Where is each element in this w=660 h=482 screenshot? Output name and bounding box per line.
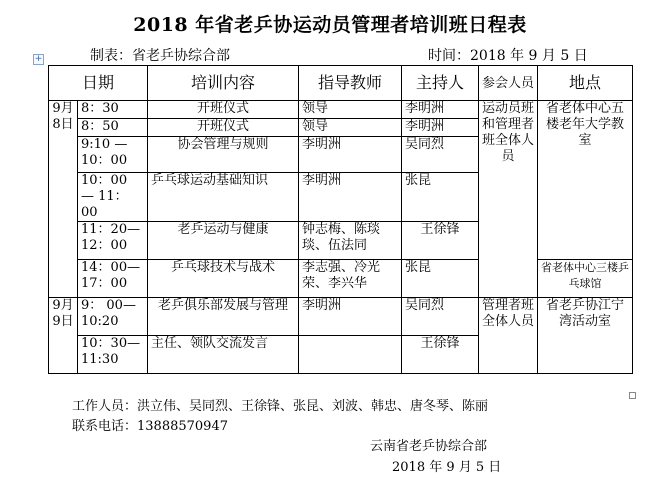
document-title: 2018 年省老乒协运动员管理者培训班日程表 — [133, 14, 527, 36]
teacher-cell: 领导 — [299, 119, 402, 137]
teacher-cell: 李明洲 — [299, 298, 402, 336]
content-cell: 乒乓球运动基础知识 — [148, 173, 299, 222]
teacher-cell: 李志强、冷光荣、李兴华 — [299, 260, 402, 298]
content-cell: 开班仪式 — [148, 101, 299, 119]
host-cell: 王徐锋 — [402, 222, 479, 260]
header-date: 日期 — [49, 66, 148, 101]
host-cell: 王徐锋 — [402, 336, 479, 374]
phone-line: 联系电话：13888570947 — [72, 419, 228, 434]
location-cell: 省老乒协江宁湾活动室 — [538, 298, 633, 374]
header-content: 培训内容 — [148, 66, 299, 101]
time-cell: 11：20— 12：00 — [78, 222, 148, 260]
teacher-cell: 李明洲 — [299, 173, 402, 222]
content-cell: 老乒俱乐部发展与管理 — [148, 298, 299, 336]
time-cell: 8：50 — [78, 119, 148, 137]
date-cell: 9月8日 — [49, 101, 78, 298]
date-cell: 9月9日 — [49, 298, 78, 374]
teacher-cell: 李明洲 — [299, 137, 402, 173]
header-location: 地点 — [538, 66, 633, 101]
header-row — [49, 66, 633, 101]
table-row — [49, 101, 633, 119]
content-cell: 开班仪式 — [148, 119, 299, 137]
content-cell: 老乒运动与健康 — [148, 222, 299, 260]
content-cell: 乒乓球技术与战术 — [148, 260, 299, 298]
table-resize-handle-icon[interactable] — [629, 392, 636, 399]
host-cell: 李明洲 — [402, 119, 479, 137]
header-teacher: 指导教师 — [299, 66, 402, 101]
content-cell: 协会管理与规则 — [148, 137, 299, 173]
location-cell: 省老体中心五楼老年大学教室 — [538, 101, 633, 260]
teacher-cell: 领导 — [299, 101, 402, 119]
time-cell: 9:10 — 10：00 — [78, 137, 148, 173]
host-cell: 李明洲 — [402, 101, 479, 119]
org-signature: 云南省老乒协综合部 — [370, 439, 488, 454]
time-cell: 9： 00— 10:20 — [78, 298, 148, 336]
schedule-table — [48, 65, 633, 374]
time-cell: 10：30— 11:30 — [78, 336, 148, 374]
signature-date: 2018 年 9 月 5 日 — [392, 460, 502, 475]
host-cell: 张昆 — [402, 173, 479, 222]
teacher-cell — [299, 336, 402, 374]
content-cell: 主任、领队交流发言 — [148, 336, 299, 374]
time-cell: 10：00 — 11：00 — [78, 173, 148, 222]
table-row — [49, 298, 633, 336]
teacher-cell: 钟志梅、陈琰琰、伍法同 — [299, 222, 402, 260]
time-cell: 14：00— 17：00 — [78, 260, 148, 298]
host-cell: 吴同烈 — [402, 298, 479, 336]
participants-cell: 运动员班和管理者班全体人员 — [479, 101, 538, 298]
host-cell: 吴同烈 — [402, 137, 479, 173]
maker-label: 制表：省老乒协综合部 — [90, 48, 230, 64]
header-host: 主持人 — [402, 66, 479, 101]
location-cell: 省老体中心三楼乒乓球馆 — [538, 260, 633, 298]
host-cell: 张昆 — [402, 260, 479, 298]
staff-line: 工作人员：洪立伟、吴同烈、王徐锋、张昆、刘波、韩忠、唐冬琴、陈丽 — [72, 399, 489, 414]
date-label: 时间：2018 年 9 月 5 日 — [428, 48, 588, 64]
time-cell: 8：30 — [78, 101, 148, 119]
table-row — [49, 260, 633, 298]
table-move-handle-icon[interactable]: + — [34, 54, 43, 64]
participants-cell: 管理者班全体人员 — [479, 298, 538, 374]
header-participants: 参会人员 — [479, 66, 538, 101]
